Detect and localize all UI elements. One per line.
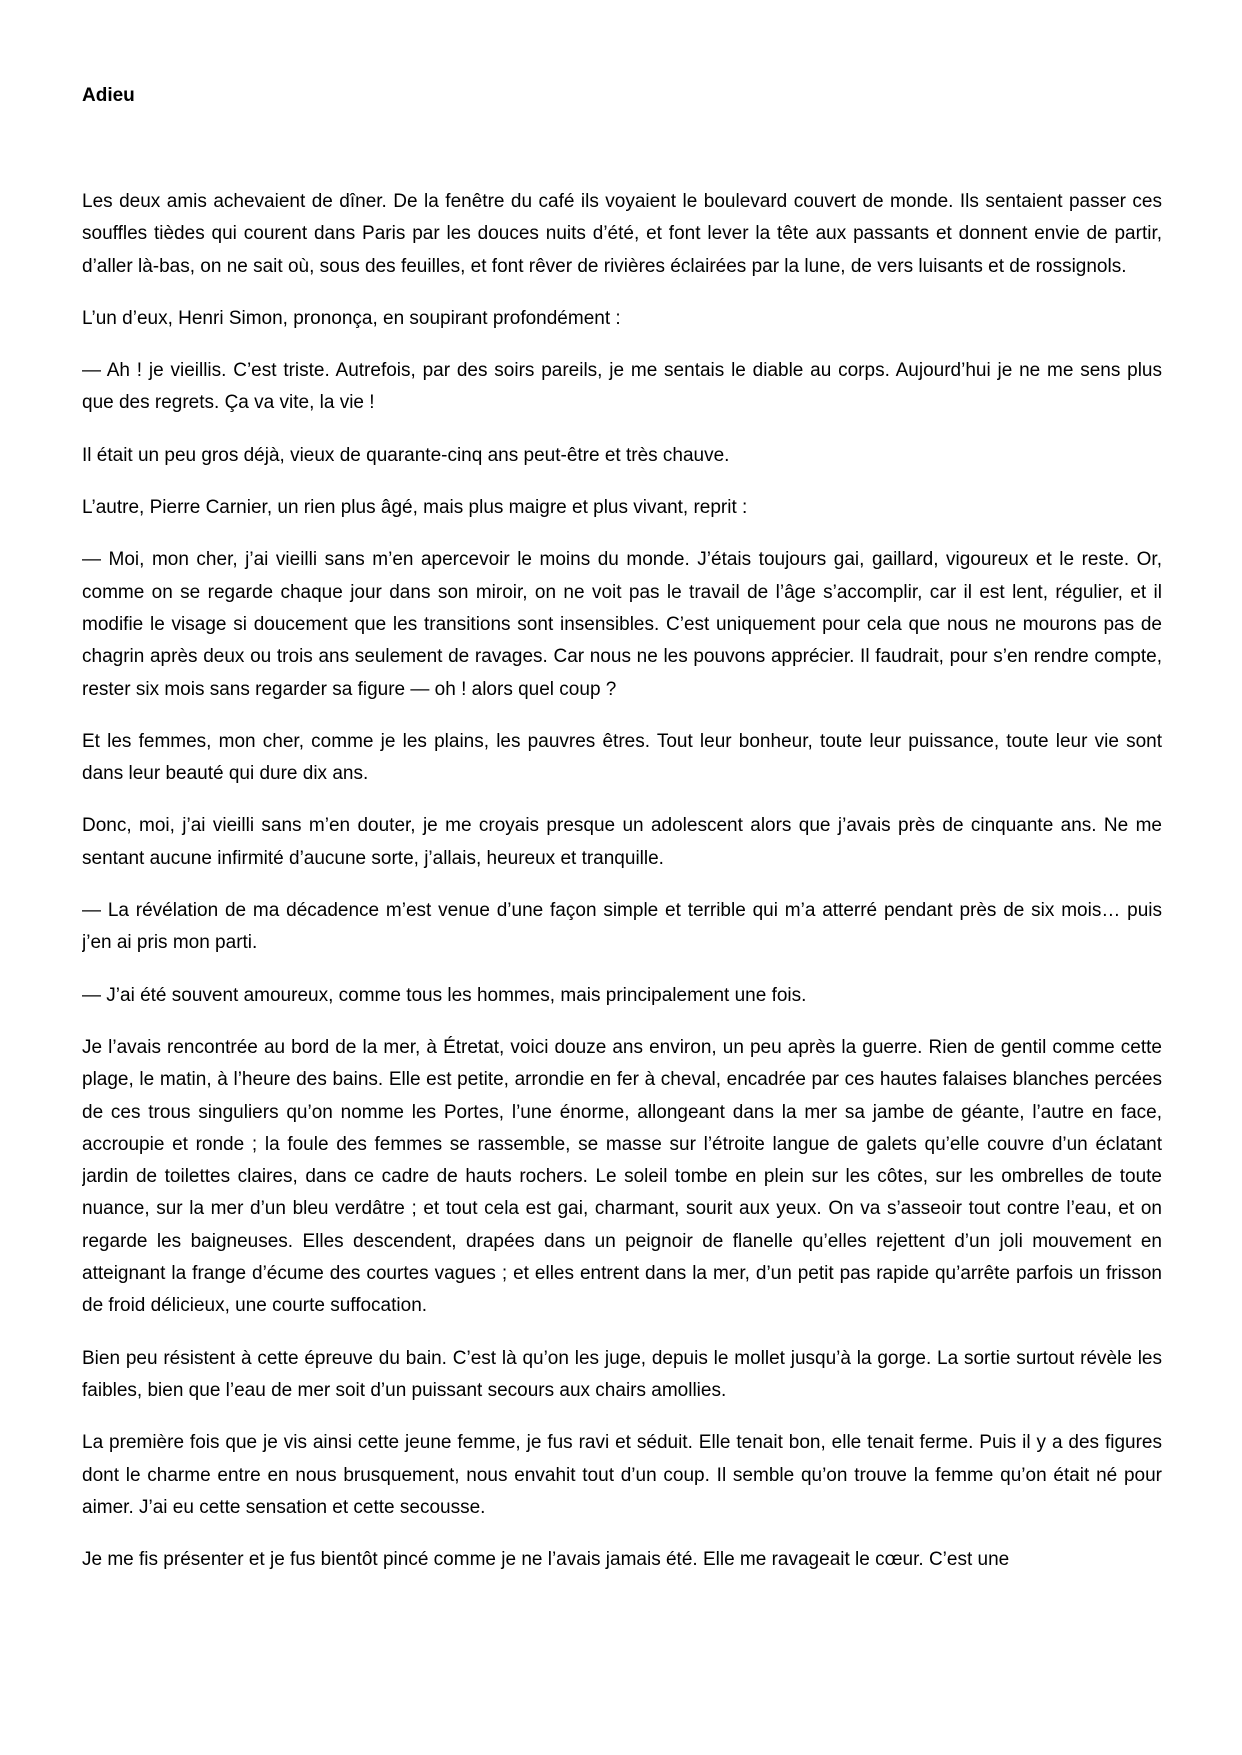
paragraph: Donc, moi, j’ai vieilli sans m’en douter, je me croyais presque un adolescent alors que j’avais près de cinquante ans. Ne me sentant aucune infirmité d’aucune sorte, j’allais, heureux et tranquille. [82, 815, 1162, 869]
paragraph: Je me fis présenter et je fus bientôt pincé comme je ne l’avais jamais été. Elle me ravageait le cœur. C’est une [82, 1549, 1010, 1571]
document-title: Adieu [82, 85, 135, 106]
paragraph: Il était un peu gros déjà, vieux de quarante-cinq ans peut-être et très chauve. [82, 444, 730, 466]
paragraph: Bien peu résistent à cette épreuve du bain. C’est là qu’on les juge, depuis le mollet jusqu’à la gorge. La sortie surtout révèle les faibles, bien que l’eau de mer soit d’un puissant secours aux chairs amollies. [82, 1347, 1162, 1401]
document-page [82, 0, 1162, 1755]
paragraph: Et les femmes, mon cher, comme je les plains, les pauvres êtres. Tout leur bonheur, toute leur puissance, toute leur vie sont dans leur beauté qui dure dix ans. [82, 730, 1162, 785]
paragraph: L’autre, Pierre Carnier, un rien plus âgé, mais plus maigre et plus vivant, reprit : [82, 497, 748, 519]
paragraph: — J’ai été souvent amoureux, comme tous les hommes, mais principalement une fois. [82, 984, 807, 1006]
paragraph: Je l’avais rencontrée au bord de la mer, à Étretat, voici douze ans environ, un peu après la guerre. Rien de gentil comme cette plage, le matin, à l’heure des bains. Elle est petite, arrondie en fer à cheval, encadrée par ces hautes falaises blanches percées de ces trous singuliers qu’on nomme les Portes, l’une énorme, allongeant dans la mer sa jambe de géante, l’autre en face, accroupie et ronde ; la foule des femmes se rassemble, se masse sur l’étroite langue de galets qu’elle couvre d’un éclatant jardin de toilettes claires, dans ce cadre de hauts rochers. Le soleil tombe en plein sur les côtes, sur les ombrelles de toute nuance, sur la mer d’un bleu verdâtre ; et tout cela est gai, charmant, sourit aux yeux. On va s’asseoir tout contre l’eau, et on regarde les baigneuses. Elles descendent, drapées dans un peignoir de flanelle qu’elles rejettent d’un joli mouvement en atteignant la frange d’écume des courtes vagues ; et elles entrent dans la mer, d’un petit pas rapide qu’arrête parfois un frisson de froid délicieux, une courte suffocation. [82, 1036, 1162, 1317]
paragraph: La première fois que je vis ainsi cette jeune femme, je fus ravi et séduit. Elle tenait bon, elle tenait ferme. Puis il y a des figures dont le charme entre en nous brusquement, nous envahit tout d’un coup. Il semble qu’on trouve la femme qu’on était né pour aimer. J’ai eu cette sensation et cette secousse. [82, 1432, 1162, 1518]
paragraph: — Ah ! je vieillis. C’est triste. Autrefois, par des soirs pareils, je me sentais le diable au corps. Aujourd’hui je ne me sens plus que des regrets. Ça va vite, la vie ! [82, 360, 1162, 414]
paragraph: — Moi, mon cher, j’ai vieilli sans m’en apercevoir le moins du monde. J’étais toujours gai, gaillard, vigoureux et le reste. Or, comme on se regarde chaque jour dans son miroir, on ne voit pas le travail de l’âge s’accomplir, car il est lent, régulier, et il modifie le visage si doucement que les transitions sont insensibles. C’est uniquement pour cela que nous ne mourons pas de chagrin après deux ou trois ans seulement de ravages. Car nous ne les pouvons apprécier. Il faudrait, pour s’en rendre compte, rester six mois sans regarder sa figure — oh ! alors quel coup ? [82, 549, 1162, 700]
document-body [82, 186, 1162, 1596]
paragraph: Les deux amis achevaient de dîner. De la fenêtre du café ils voyaient le boulevard couvert de monde. Ils sentaient passer ces souffles tièdes qui courent dans Paris par les douces nuits d’été, et font lever la tête aux passants et donnent envie de partir, d’aller là-bas, on ne sait où, sous des feuilles, et font rêver de rivières éclairées par la lune, de vers luisants et de rossignols. [82, 191, 1162, 277]
paragraph: L’un d’eux, Henri Simon, prononça, en soupirant profondément : [82, 307, 621, 329]
paragraph: — La révélation de ma décadence m’est venue d’une façon simple et terrible qui m’a atterré pendant près de six mois… puis j’en ai pris mon parti. [82, 900, 1162, 954]
